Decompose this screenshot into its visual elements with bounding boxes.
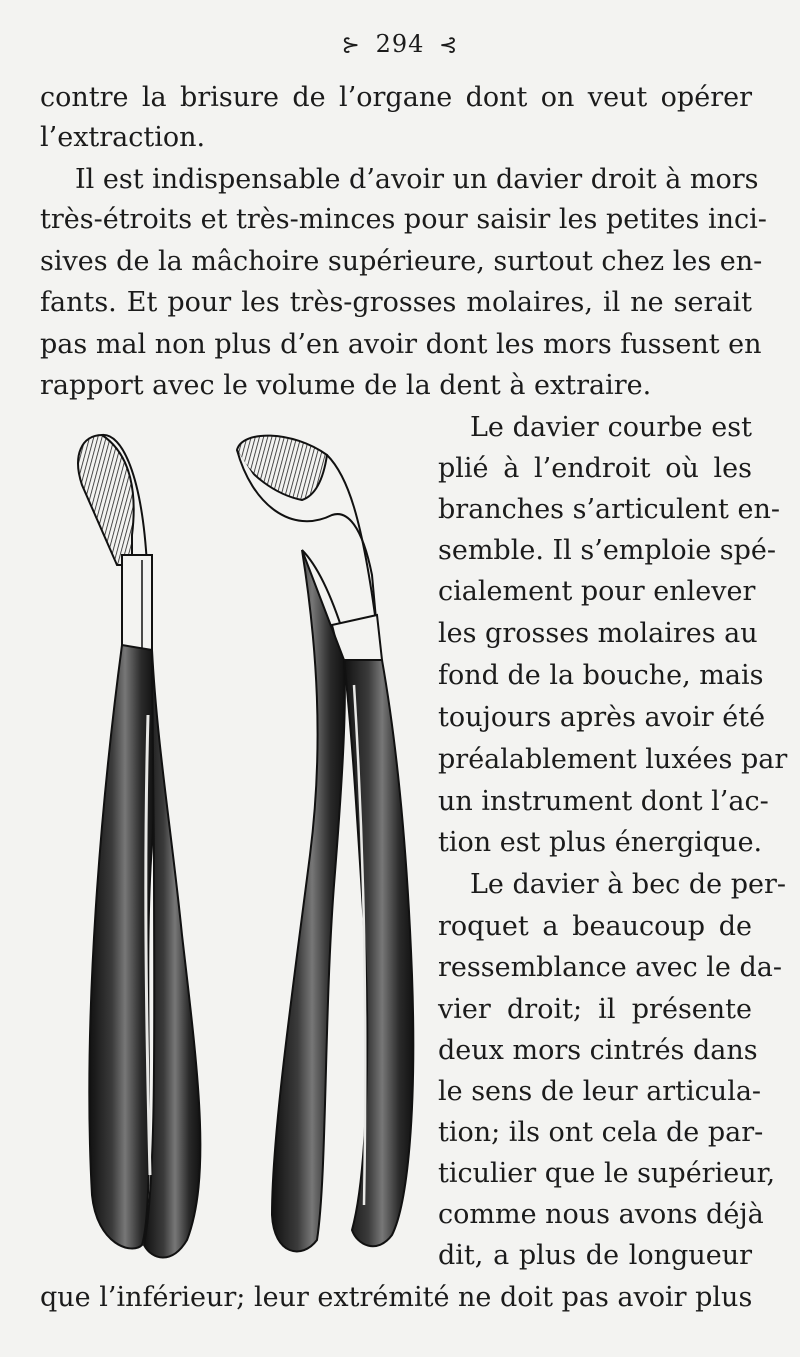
text-line: préalablement luxées par [438, 744, 788, 775]
text-line: les grosses molaires au [438, 618, 758, 649]
text-line: dit, a plus de longueur [438, 1240, 752, 1271]
text-line: vier droit; il présente [438, 994, 752, 1025]
text-line: deux mors cintrés dans [438, 1035, 758, 1066]
text-line: sives de la mâchoire supérieure, surtout chez les en- [40, 246, 763, 277]
text-line: Le davier courbe est [470, 412, 752, 443]
text-line: tion; ils ont cela de par- [438, 1117, 764, 1148]
straight-forceps [78, 435, 200, 1258]
text-line: très-étroits et très-minces pour saisir les petites inci- [40, 204, 767, 235]
text-line: toujours après avoir été [438, 702, 766, 733]
text-line: l’extraction. [40, 122, 206, 153]
forceps-illustration [62, 415, 432, 1265]
ornament-left-icon: ⊱ [341, 33, 361, 58]
ornament-right-icon: ⊰ [439, 33, 459, 58]
text-line: Il est indispensable d’avoir un davier droit à mors [75, 164, 759, 195]
curved-forceps [237, 436, 413, 1252]
text-line: rapport avec le volume de la dent à extraire. [40, 370, 652, 401]
text-line: que l’inférieur; leur extrémité ne doit pas avoir plus [40, 1282, 753, 1313]
page-header [0, 30, 800, 58]
text-line: ticulier que le supérieur, [438, 1158, 776, 1189]
text-line: ressemblance avec le da- [438, 952, 782, 983]
text-line: le sens de leur articula- [438, 1076, 762, 1107]
text-line: branches s’articulent en- [438, 494, 780, 525]
page-number: 294 [375, 30, 425, 58]
text-line: plié à l’endroit où les [438, 453, 752, 484]
text-line: comme nous avons déjà [438, 1199, 764, 1230]
text-line: roquet a beaucoup de [438, 911, 752, 942]
text-line: fants. Et pour les très-grosses molaires, il ne serait [40, 287, 752, 318]
text-line: pas mal non plus d’en avoir dont les mors fussent en [40, 329, 762, 360]
text-line: semble. Il s’emploie spé- [438, 535, 777, 566]
forceps-drawing [62, 415, 432, 1265]
text-line: tion est plus énergique. [438, 827, 763, 858]
text-line: cialement pour enlever [438, 576, 756, 607]
text-line: Le davier à bec de per- [470, 869, 787, 900]
text-line: fond de la bouche, mais [438, 660, 764, 691]
text-line: un instrument dont l’ac- [438, 786, 769, 817]
text-line: contre la brisure de l’organe dont on veut opérer [40, 82, 752, 113]
